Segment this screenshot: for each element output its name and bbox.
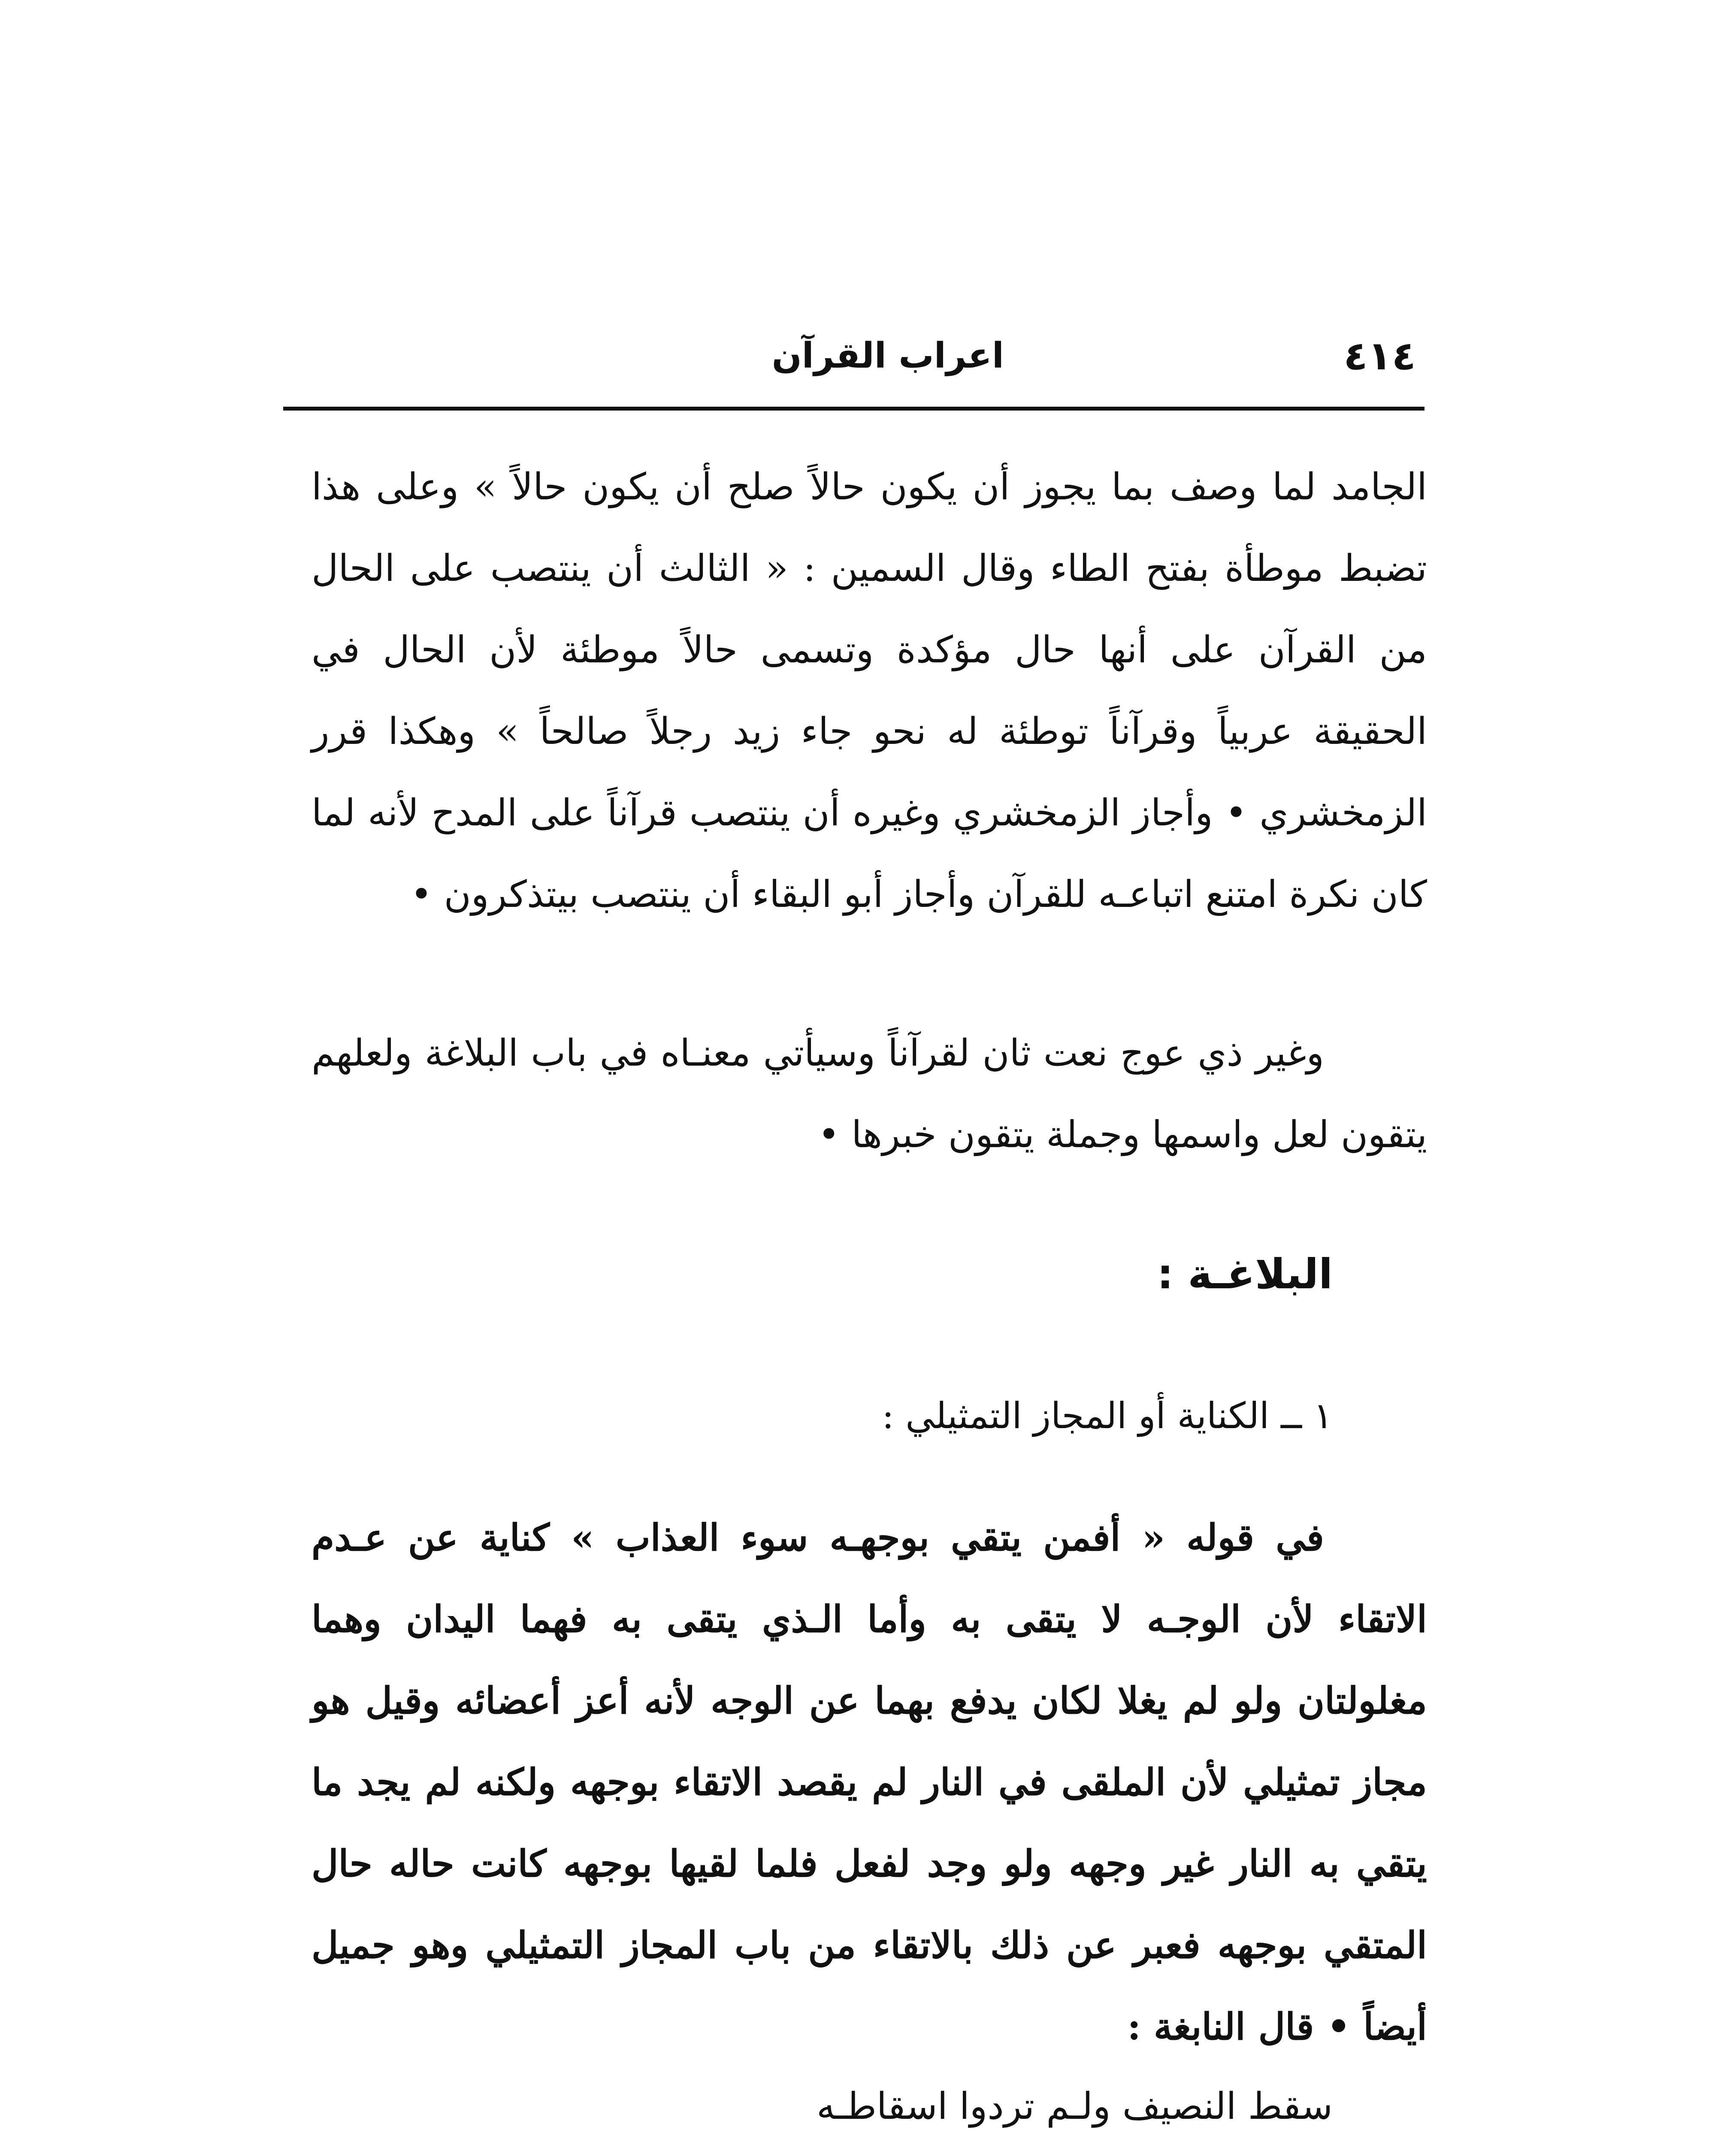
page-header [283, 313, 1424, 390]
paragraph-3 [312, 1497, 1427, 2068]
verse-line-1: سقط النصيف ولـم تردوا اسقاطـه [817, 2085, 1333, 2128]
page-number: ٤١٤ [1343, 333, 1416, 379]
paragraph-1 [312, 446, 1427, 935]
running-title: اعراب القرآن [771, 335, 1004, 376]
paragraph-2 [312, 1012, 1427, 1175]
subsection-heading: ١ ــ الكناية أو المجاز التمثيلي : [882, 1395, 1333, 1437]
paragraph-3-text: في قوله « أفمن يتقي بوجهـه سوء العذاب » كناية عن عـدم الاتقاء لأن الوجـه لا يتقى به وأما الـذي يتقى به فهما اليدان وهما مغلولتان ولو لم يغلا لكان يدفع بهما عن الوجه لأنه أعز أعضائه وقيل هو مجاز تمثيلي لأن الملقى في النار لم يقصد الاتقاء بوجهه ولكنه لم يجد ما يتقي به النار غير وجهه ولو وجد لفعل فلما لقيها بوجهه كانت حاله حال المتقي بوجهه فعبر عن ذلك بالاتقاء من باب المجاز التمثيلي وهو جميل أيضاً • قال النابغة : [312, 1516, 1427, 2048]
paragraph-1-text: الجامد لما وصف بما يجوز أن يكون حالاً صلح أن يكون حالاً » وعلى هذا تضبط موطأة بفتح الطاء وقال السمين : « الثالث أن ينتصب على الحال من القرآن على أنها حال مؤكدة وتسمى حالاً موطئة لأن الحال في الحقيقة عربياً وقرآناً توطئة له نحو جاء زيد رجلاً صالحاً » وهكذا قرر الزمخشري • وأجاز الزمخشري وغيره أن ينتصب قرآناً على المدح لأنه لما كان نكرة امتنع اتباعـه للقرآن وأجاز أبو البقاء أن ينتصب بيتذكرون • [312, 465, 1427, 916]
paragraph-2-text: وغير ذي عوج نعت ثان لقرآناً وسيأتي معنـاه في باب البلاغة ولعلهم يتقون لعل واسمها وجملة يتقون خبرها • [312, 1032, 1427, 1156]
section-heading: البلاغـة : [1157, 1250, 1333, 1298]
header-rule [283, 407, 1424, 411]
